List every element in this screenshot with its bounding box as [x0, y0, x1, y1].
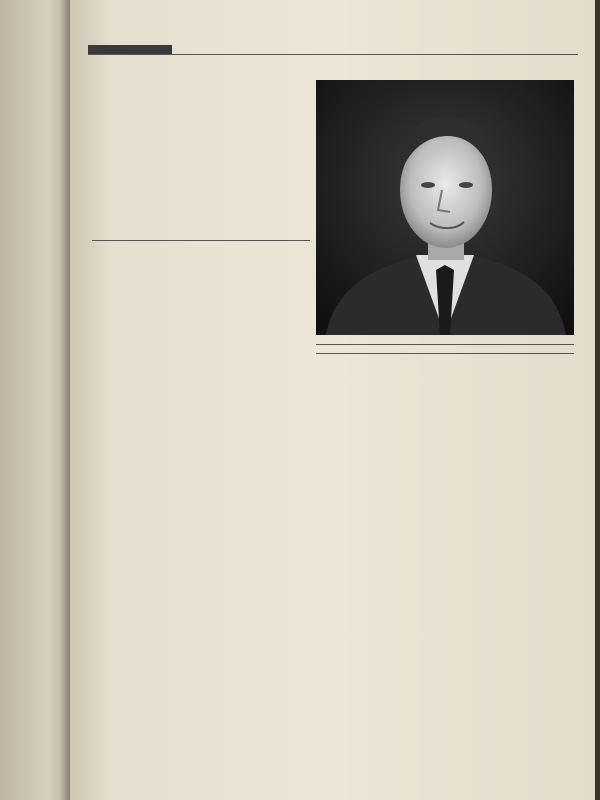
- left-column: [92, 232, 310, 249]
- portrait-image: [316, 80, 574, 335]
- magazine-page: [70, 0, 595, 800]
- heading-rule: [316, 353, 574, 354]
- heading-rule: [316, 344, 574, 345]
- header-rule: [88, 54, 578, 55]
- heading-rule: [92, 240, 310, 241]
- section-label: [557, 45, 560, 54]
- page-header: [88, 45, 578, 55]
- author-portrait: [316, 80, 574, 335]
- right-column: [316, 342, 574, 362]
